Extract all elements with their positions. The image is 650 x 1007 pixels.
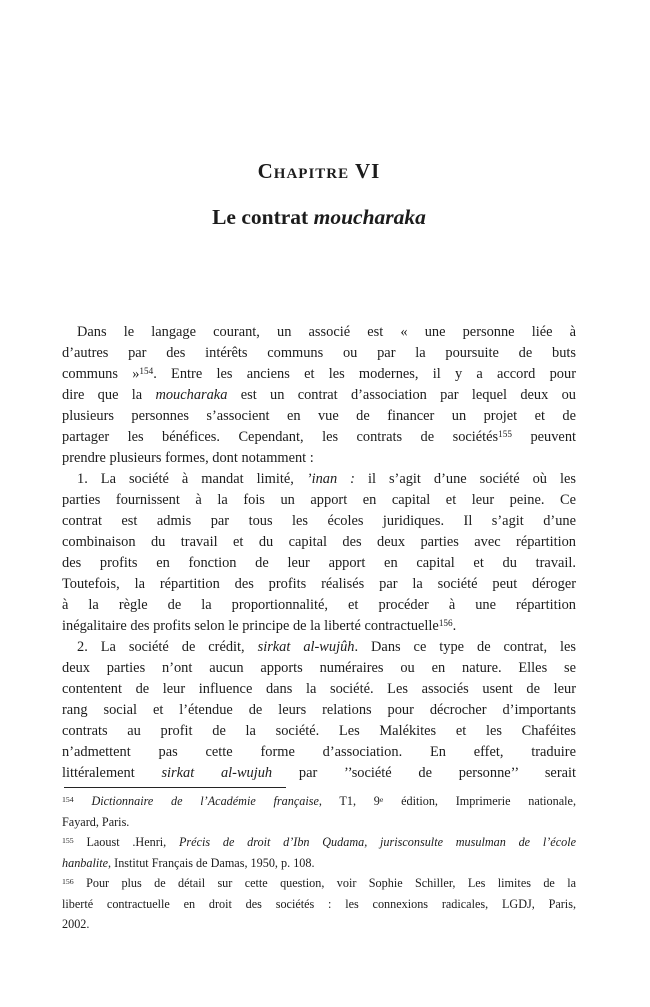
text-line bbox=[62, 427, 576, 448]
text-line bbox=[62, 914, 576, 935]
text-segment: littéralement bbox=[62, 765, 162, 781]
page-title bbox=[62, 203, 576, 231]
text-line bbox=[62, 406, 576, 427]
text-line bbox=[62, 894, 576, 915]
text-line bbox=[62, 511, 576, 532]
text-line bbox=[62, 469, 576, 490]
text-segment: sirkat al-wujuh bbox=[161, 765, 273, 781]
text-line bbox=[62, 679, 576, 700]
text-line bbox=[62, 490, 576, 511]
text-segment: peuvent bbox=[511, 429, 576, 445]
text-line bbox=[62, 721, 576, 742]
text-segment: Pour plus de détail sur cette question, voir Sophie Schiller, Les limites de la bbox=[73, 876, 576, 890]
text-segment: partager les bénéfices. Cependant, les contrats de sociétés bbox=[62, 429, 499, 445]
text-segment: 1. La société à mandat limité, bbox=[77, 471, 307, 487]
text-line bbox=[62, 616, 576, 637]
text-segment: des profits en fonction de leur apport en capital et du travail. bbox=[62, 555, 576, 571]
text-segment: 156 bbox=[438, 618, 453, 629]
text-line bbox=[62, 873, 576, 894]
text-segment: , Institut Français de Damas, 1950, p. 108. bbox=[108, 855, 315, 870]
text-line bbox=[62, 658, 576, 679]
text-segment: édition, Imprimerie nationale, bbox=[383, 794, 576, 808]
text-segment: il s’agit d’une société où les bbox=[354, 471, 576, 487]
text-segment: liberté contractuelle en droit des sociétés : les connexions radicales, LGDJ, Paris, bbox=[62, 896, 576, 911]
text-segment: prendre plusieurs formes, dont notamment : bbox=[62, 450, 314, 466]
text-line bbox=[62, 763, 576, 784]
text-segment: rang social et l’étendue de leurs relations pour décrocher d’importants bbox=[62, 702, 576, 718]
text-segment: 155 bbox=[498, 429, 512, 440]
text-segment: contrat est admis par tous les écoles juridiques. Il s’agit d’une bbox=[62, 513, 576, 529]
text-line bbox=[62, 364, 576, 385]
text-segment: deux parties n’ont aucun apports numéraires ou en nature. Elles se bbox=[62, 660, 576, 676]
text-segment: 154 bbox=[139, 366, 154, 377]
footnotes bbox=[62, 791, 576, 935]
text-segment: 155 bbox=[62, 835, 74, 845]
text-segment: d’autres par des intérêts communs ou par la poursuite de buts bbox=[62, 345, 576, 361]
text-line bbox=[62, 853, 576, 874]
text-segment: moucharaka bbox=[155, 387, 228, 403]
text-segment: . Entre les anciens et les modernes, il y a accord pour bbox=[153, 366, 576, 382]
body-paragraph-3 bbox=[62, 637, 576, 784]
text-segment: Laoust .Henri, bbox=[73, 835, 179, 849]
text-line bbox=[62, 812, 576, 833]
text-segment: Précis de droit d’Ibn Qudama, jurisconsulte musulman de l’école bbox=[178, 835, 576, 849]
text-segment: par ’’société de personne’’ serait bbox=[272, 765, 576, 781]
text-segment: à la règle de la proportionnalité, et procéder à une répartition bbox=[62, 597, 576, 613]
text-segment: ’inan : bbox=[306, 471, 355, 487]
text-segment: contrats au profit de la société. Les Malékites et les Chaféites bbox=[62, 723, 576, 739]
text-segment: . bbox=[452, 618, 457, 634]
text-segment: parties fournissent à la fois un apport en capital et leur peine. Ce bbox=[62, 492, 576, 508]
text-segment: dire que la bbox=[62, 387, 156, 403]
text-line bbox=[62, 595, 576, 616]
text-segment: Dans le langage courant, un associé est « une personne liée à bbox=[77, 324, 576, 340]
text-segment: Toutefois, la répartition des profits réalisés par la société peut déroger bbox=[62, 576, 576, 592]
footnote-155 bbox=[62, 832, 576, 873]
text-segment: combinaison du travail et du capital des deux parties avec répartition bbox=[62, 534, 576, 550]
text-segment: e bbox=[379, 794, 384, 804]
footnote-154 bbox=[62, 791, 576, 832]
text-segment: inégalitaire des profits selon le principe de la liberté contractuelle bbox=[62, 618, 439, 634]
text-line bbox=[62, 574, 576, 595]
footnote-156 bbox=[62, 873, 576, 935]
text-line bbox=[62, 322, 576, 343]
text-segment: hanbalite bbox=[62, 855, 109, 870]
text-line bbox=[62, 532, 576, 553]
text-segment: est un contrat d’association par lequel deux ou bbox=[227, 387, 576, 403]
text-line bbox=[62, 700, 576, 721]
text-line bbox=[62, 385, 576, 406]
text-line bbox=[62, 832, 576, 853]
text-segment: Dictionnaire de l’Académie française bbox=[73, 794, 319, 808]
text-segment: Le contrat bbox=[212, 205, 314, 229]
text-segment: n’admettent pas cette forme d’association. En effet, traduire bbox=[62, 744, 576, 760]
body-paragraph-2 bbox=[62, 469, 576, 637]
text-segment: 156 bbox=[62, 876, 74, 886]
text-segment: 154 bbox=[62, 794, 74, 804]
text-segment: 2002. bbox=[62, 917, 90, 931]
text-line bbox=[62, 791, 576, 812]
body-text bbox=[62, 322, 576, 784]
text-segment: sirkat al-wujûh bbox=[257, 639, 355, 655]
text-line bbox=[62, 637, 576, 658]
text-line bbox=[62, 553, 576, 574]
text-segment: 2. La société de crédit, bbox=[77, 639, 258, 655]
text-line bbox=[62, 343, 576, 364]
text-segment: Fayard, Paris. bbox=[62, 814, 130, 829]
text-line bbox=[62, 742, 576, 763]
text-segment: communs » bbox=[62, 366, 140, 382]
text-segment: plusieurs personnes s’associent en vue de financer un projet et de bbox=[62, 408, 576, 424]
text-line bbox=[62, 448, 576, 469]
text-segment: contentent de leur influence dans la société. Les associés usent de leur bbox=[62, 681, 576, 697]
text-segment: moucharaka bbox=[313, 205, 426, 229]
chapter-heading: Chapitre VI bbox=[257, 159, 381, 183]
text-segment: . Dans ce type de contrat, les bbox=[354, 639, 576, 655]
text-segment: , T1, 9 bbox=[318, 794, 380, 808]
footnote-separator bbox=[64, 787, 286, 788]
body-paragraph-1 bbox=[62, 322, 576, 469]
